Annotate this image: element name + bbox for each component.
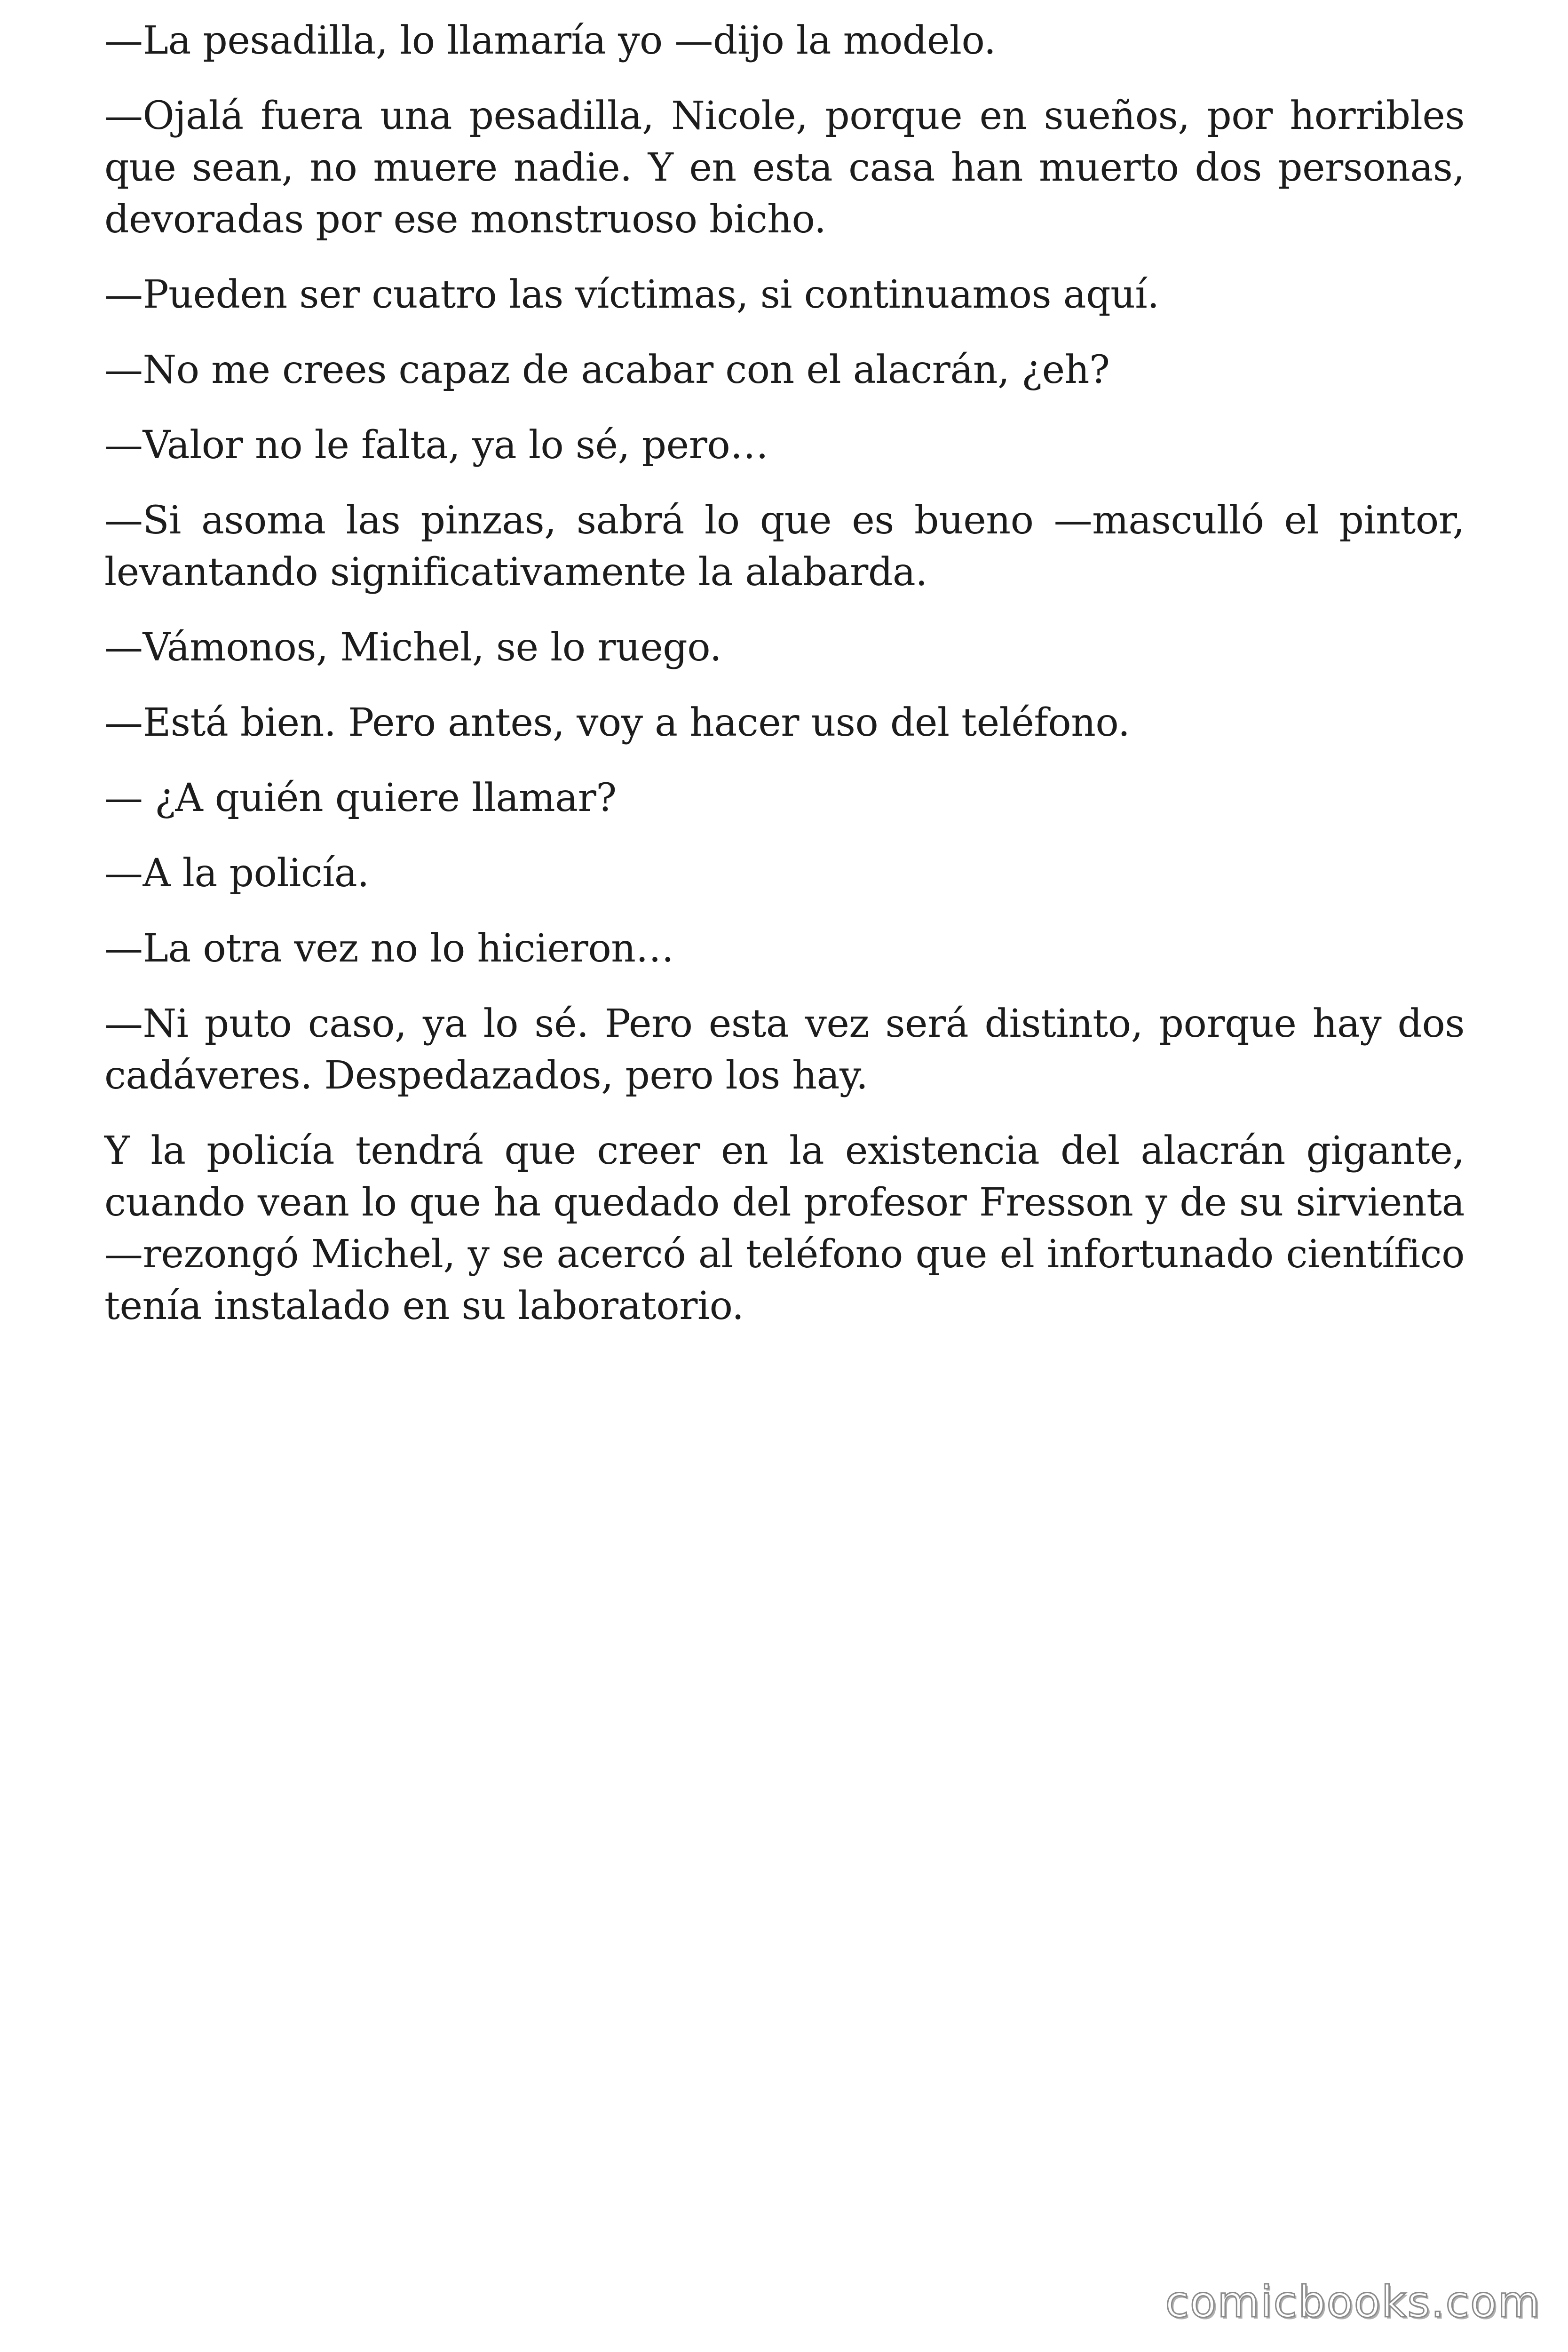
paragraph: —No me crees capaz de acabar con el alacrán, ¿eh?	[104, 348, 1110, 392]
paragraph: —Vámonos, Michel, se lo ruego.	[104, 625, 722, 670]
paragraph: Y la policía tendrá que creer en la existencia del alacrán gigante, cuando vean lo que ha quedado del profesor Fresson y de su sirvienta —rezongó Michel, y se acercó al teléfono que el infortunado científico tenía instalado en su laboratorio.	[104, 1128, 1465, 1328]
paragraph: —Está bien. Pero antes, voy a hacer uso del teléfono.	[104, 700, 1130, 745]
paragraph: —Ojalá fuera una pesadilla, Nicole, porque en sueños, por horribles que sean, no muere nadie. Y en esta casa han muerto dos personas, devoradas por ese monstruoso bicho.	[104, 94, 1465, 242]
paragraph: —Si asoma las pinzas, sabrá lo que es bueno —masculló el pintor, levantando significativamente la alabarda.	[104, 498, 1465, 595]
paragraph: —La otra vez no lo hicieron…	[104, 926, 674, 971]
paragraph: —Ni puto caso, ya lo sé. Pero esta vez será distinto, porque hay dos cadáveres. Despedazados, pero los hay.	[104, 1001, 1465, 1098]
paragraph: —Pueden ser cuatro las víctimas, si continuamos aquí.	[104, 272, 1159, 317]
page-body	[104, 15, 1465, 1356]
paragraph: —Valor no le falta, ya lo sé, pero…	[104, 423, 768, 468]
watermark: comicbooks.com	[1165, 2277, 1541, 2327]
paragraph: —La pesadilla, lo llamaría yo —dijo la modelo.	[104, 18, 996, 63]
paragraph: —A la policía.	[104, 851, 369, 896]
paragraph: — ¿A quién quiere llamar?	[104, 776, 617, 820]
